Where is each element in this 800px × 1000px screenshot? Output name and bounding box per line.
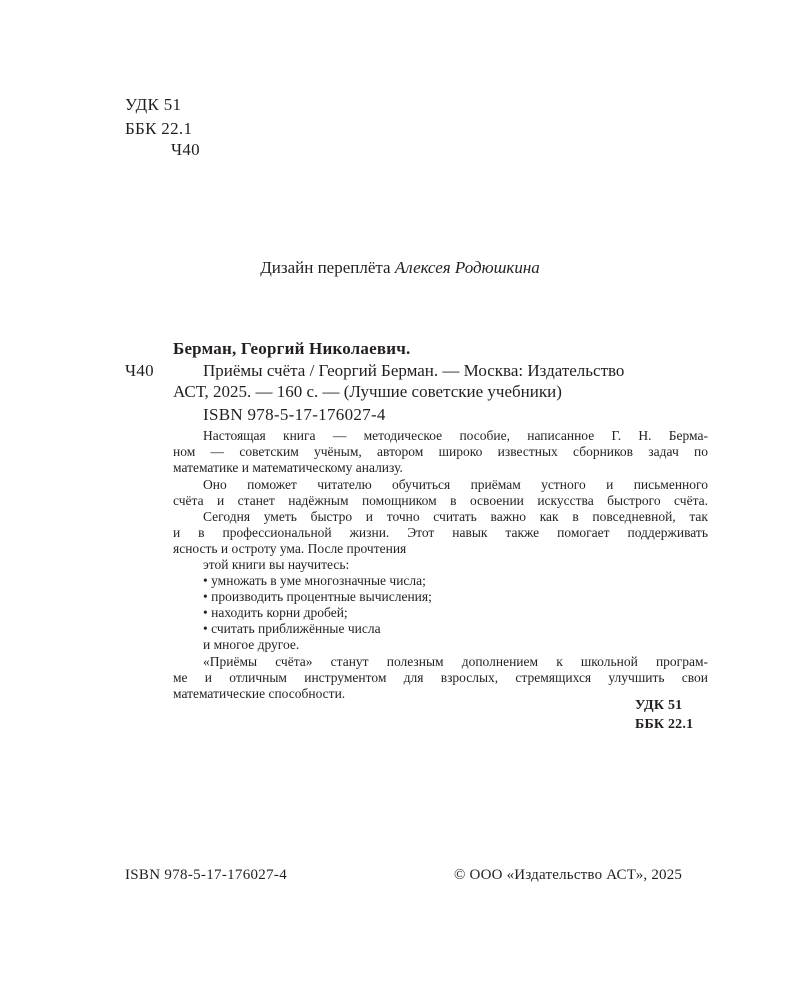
annotation-line: и в профессиональной жизни. Этот навык также помогает поддерживать	[173, 525, 708, 540]
annotation-paragraph	[173, 509, 708, 557]
footer-isbn: ISBN 978-5-17-176027-4	[125, 867, 288, 883]
annotation-line: ясность и остроту ума. После прочтения	[173, 541, 407, 556]
annotation-line: ном — советским учёным, автором широко известных сборников задач по	[173, 444, 708, 459]
annotation-paragraph	[173, 654, 708, 702]
record-isbn: ISBN 978-5-17-176027-4	[203, 405, 386, 424]
list-item: • считать приближённые числа	[203, 621, 381, 636]
annotation-line: счёта и станет надёжным помощником в освоении искусства быстрого счёта.	[173, 493, 708, 508]
udk-code-bottom: УДК 51	[635, 698, 683, 713]
designer-name: Алексея Родюшкина	[394, 258, 540, 277]
annotation-paragraph	[173, 428, 708, 476]
record-author-mark: Ч40	[125, 361, 154, 380]
annotation-paragraph	[173, 477, 708, 509]
skills-list	[203, 557, 432, 653]
annotation-line: Сегодня уметь быстро и точно считать важно как в повседневной, так	[203, 509, 708, 524]
annotation-line: математике и математическому анализу.	[173, 460, 403, 475]
annotation-line: «Приёмы счёта» станут полезным дополнением к школьной програм-	[203, 654, 708, 669]
udk-code: УДК 51	[125, 95, 182, 114]
bbk-code: ББК 22.1	[125, 119, 193, 138]
annotation-line: ме и отличным инструментом для взрослых, стремящихся улучшить свои	[173, 670, 708, 685]
annotation-line: математические способности.	[173, 686, 346, 701]
author-mark: Ч40	[171, 140, 200, 159]
annotation-line: Оно поможет читателю обучиться приёмам устного и письменного	[203, 477, 708, 492]
bbk-code-bottom: ББК 22.1	[635, 717, 694, 732]
list-intro: этой книги вы научитесь:	[203, 557, 350, 572]
list-item: • умножать в уме многозначные числа;	[203, 573, 426, 588]
design-credit	[0, 258, 800, 278]
footer-copyright: © ООО «Издательство АСТ», 2025	[454, 867, 683, 883]
design-credit-prefix: Дизайн переплёта	[260, 258, 391, 277]
list-item: • находить корни дробей;	[203, 605, 348, 620]
annotation-line: Настоящая книга — методическое пособие, написанное Г. Н. Берма-	[203, 428, 708, 443]
record-title-line: Приёмы счёта / Георгий Берман. — Москва: Издательство	[203, 361, 625, 380]
list-item: • производить процентные вычисления;	[203, 589, 432, 604]
list-outro: и многое другое.	[203, 637, 300, 652]
record-author: Берман, Георгий Николаевич.	[173, 339, 411, 358]
record-title-line: АСТ, 2025. — 160 с. — (Лучшие советские учебники)	[173, 382, 562, 401]
